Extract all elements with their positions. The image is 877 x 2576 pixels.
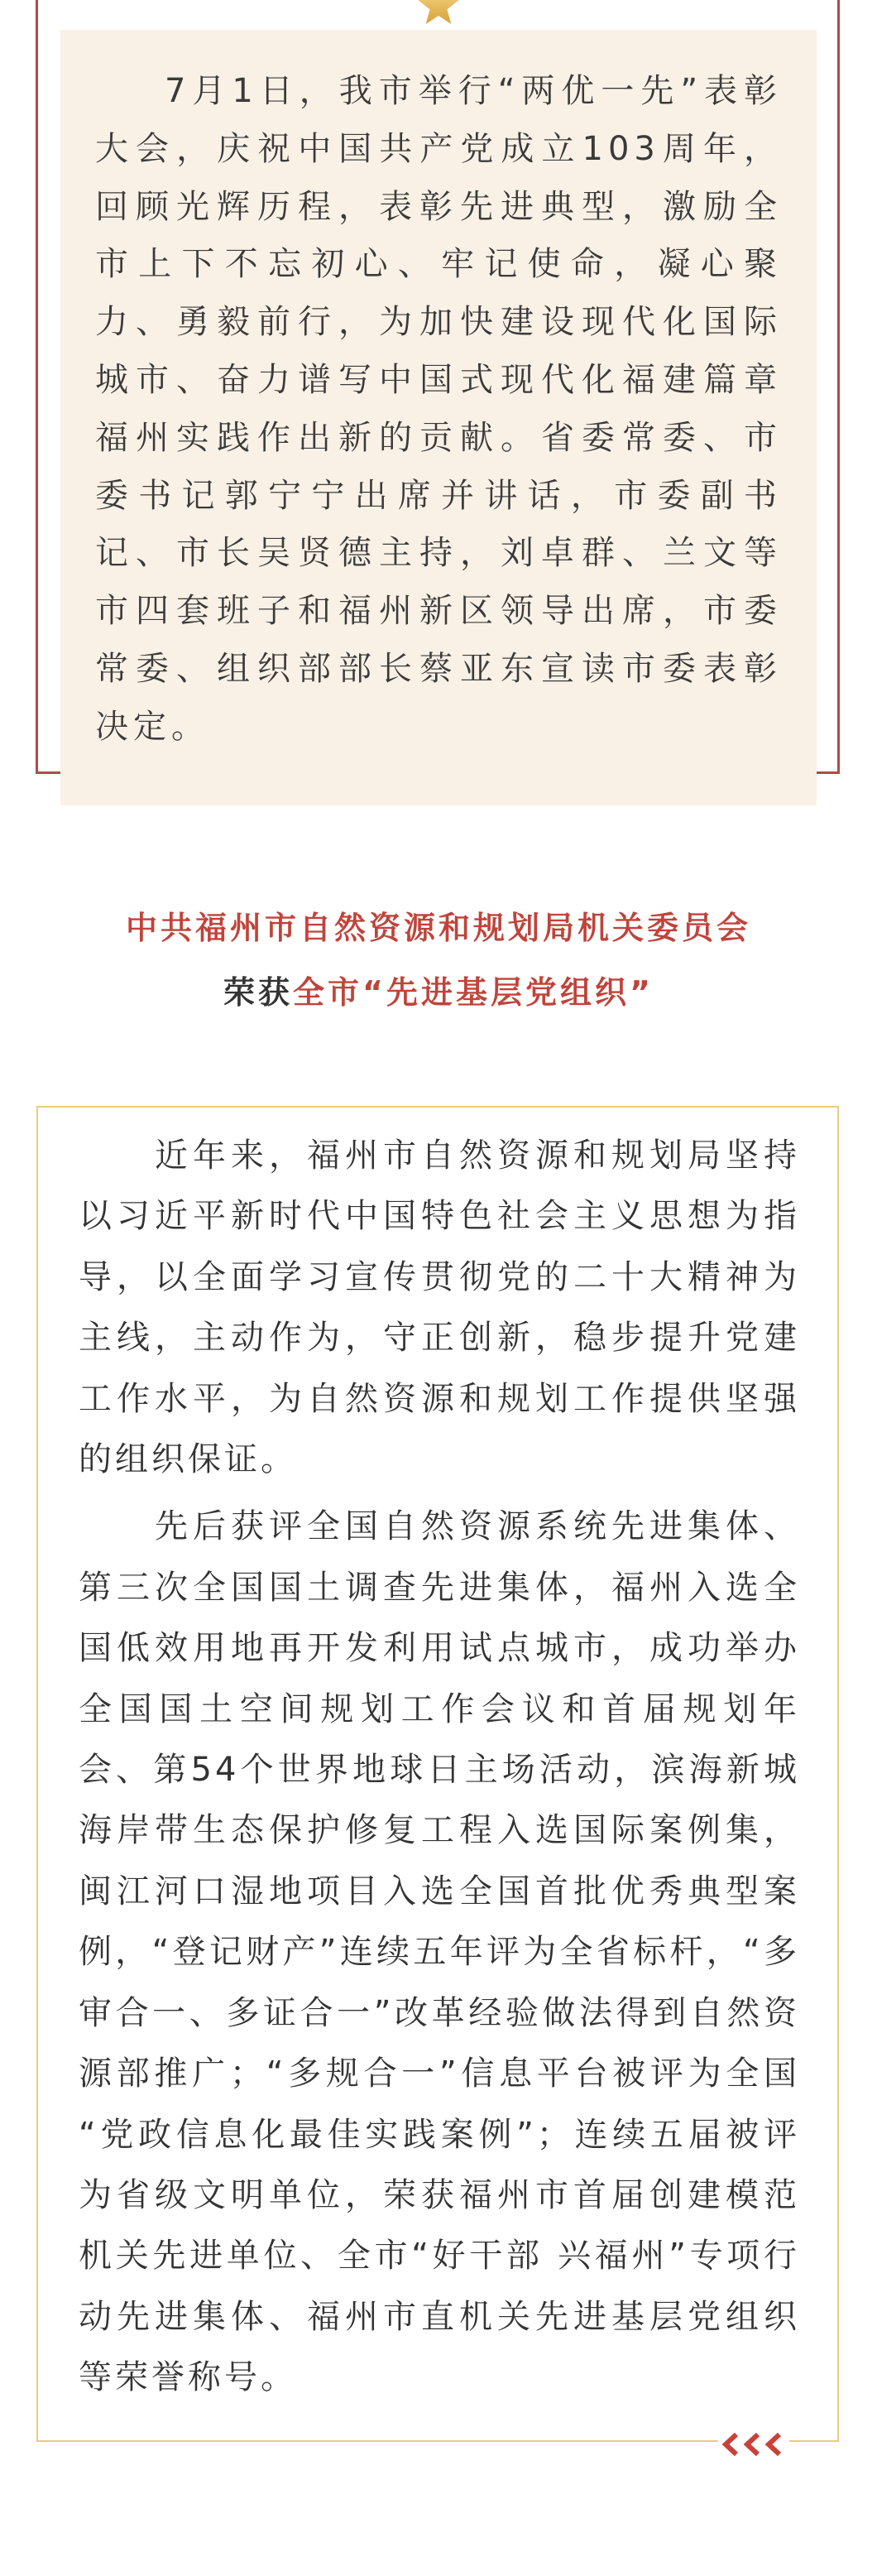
intro-line: 委书记郭宁宁出席并讲话，市委副书 bbox=[95, 476, 782, 515]
body-line: 例，“登记财产”连续五年评为全省标杆，“多 bbox=[79, 1933, 800, 1972]
intro-line: 决定。 bbox=[95, 707, 209, 746]
intro-line: 记、市长吴贤德主持，刘卓群、兰文等 bbox=[95, 534, 782, 573]
body-line: 会、第54个世界地球日主场活动，滨海新城 bbox=[79, 1751, 800, 1790]
award-title: 全市“先进基层党组织” bbox=[293, 974, 654, 1011]
body-line: 国低效用地再开发利用试点城市，成功举办 bbox=[79, 1629, 800, 1668]
body-line: 动先进集体、福州市直机关先进基层党组织 bbox=[79, 2297, 800, 2336]
body-line: 机关先进单位、全市“好干部 兴福州”专项行 bbox=[79, 2237, 800, 2276]
award-prefix: 荣获 bbox=[223, 974, 294, 1011]
body-line: 第三次全国国土调查先进集体，福州入选全 bbox=[79, 1568, 800, 1607]
heading-organization: 中共福州市自然资源和规划局机关委员会 bbox=[125, 910, 751, 946]
body-line: 为省级文明单位，荣获福州市首届创建模范 bbox=[79, 2175, 800, 2214]
intro-line: 回顾光辉历程，表彰先进典型，激励全 bbox=[95, 187, 782, 226]
body-line: 的组织保证。 bbox=[79, 1440, 297, 1479]
body-line: 海岸带生态保护修复工程入选国际案例集， bbox=[79, 1811, 800, 1850]
body-line: 审合一、多证合一”改革经验做法得到自然资 bbox=[79, 1993, 800, 2032]
body-line: 源部推广；“多规合一”信息平台被评为全国 bbox=[79, 2055, 800, 2093]
body-line: 闽江河口湿地项目入选全国首批优秀典型案 bbox=[79, 1872, 800, 1910]
heading-award bbox=[0, 960, 877, 1025]
body-text bbox=[79, 1126, 800, 2409]
body-line: 等荣誉称号。 bbox=[79, 2358, 297, 2397]
body-line: 主线，主动作为，守正创新，稳步提升党建 bbox=[79, 1319, 800, 1358]
intro-line: 城市、奋力谱写中国式现代化福建篇章 bbox=[95, 360, 782, 399]
intro-panel bbox=[60, 30, 817, 805]
intro-paragraph bbox=[95, 63, 782, 757]
intro-line: 力、勇毅前行，为加快建设现代化国际 bbox=[95, 303, 782, 342]
intro-line: 市上下不忘初心、牢记使命，凝心聚 bbox=[95, 245, 782, 284]
intro-line: 福州实践作出新的贡献。省委常委、市 bbox=[95, 418, 782, 457]
body-line: 全国国土空间规划工作会议和首届规划年 bbox=[79, 1689, 800, 1728]
body-line: 近年来，福州市自然资源和规划局坚持 bbox=[155, 1137, 800, 1175]
body-line: 导，以全面学习宣传贯彻党的二十大精神为 bbox=[79, 1257, 800, 1296]
body-line: 以习近平新时代中国特色社会主义思想为指 bbox=[79, 1197, 800, 1236]
triple-chevron-left-icon bbox=[718, 2431, 789, 2458]
body-line: 工作水平，为自然资源和规划工作提供坚强 bbox=[79, 1379, 800, 1418]
intro-line: 大会，庆祝中国共产党成立103周年， bbox=[95, 129, 782, 168]
section-heading bbox=[0, 896, 877, 1025]
body-line: “党政信息化最佳实践案例”；连续五届被评 bbox=[79, 2115, 800, 2154]
intro-line: 7月1日，我市举行“两优一先”表彰 bbox=[165, 72, 782, 110]
intro-line: 常委、组织部部长蔡亚东宣读市委表彰 bbox=[95, 649, 782, 688]
body-paragraph bbox=[79, 1497, 800, 2408]
body-paragraph bbox=[79, 1126, 800, 1490]
frame-border-right bbox=[837, 0, 840, 774]
frame-border-left bbox=[36, 0, 38, 774]
body-box bbox=[36, 1106, 839, 2442]
intro-line: 市四套班子和福州新区领导出席，市委 bbox=[95, 592, 782, 631]
star-icon bbox=[414, 0, 463, 30]
body-line: 先后获评全国自然资源系统先进集体、 bbox=[155, 1507, 800, 1546]
